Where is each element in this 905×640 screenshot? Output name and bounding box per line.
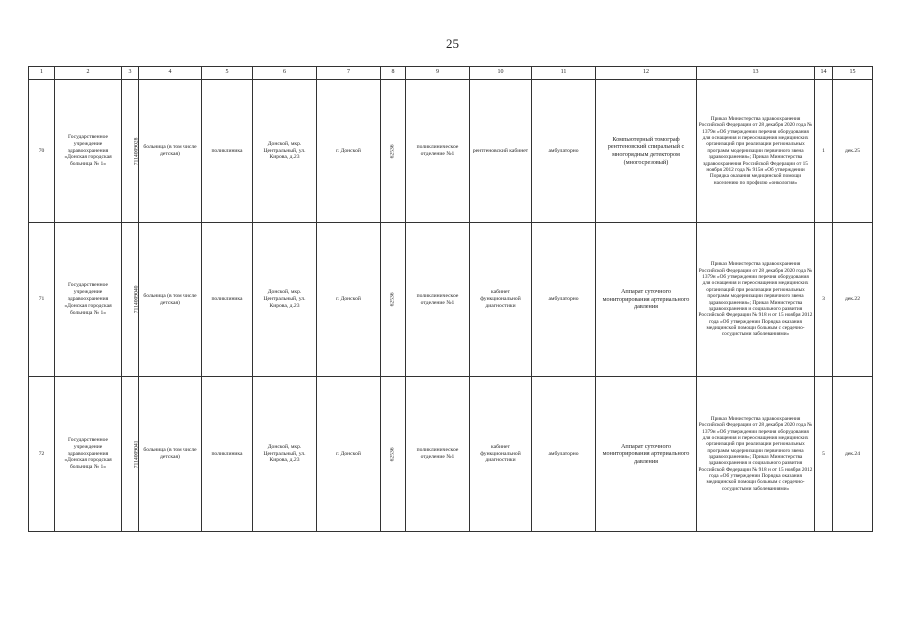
department: поликлиническое отделение №1 xyxy=(406,80,470,223)
unit-type: поликлиника xyxy=(202,377,253,532)
organization-name: Государственное учреждение здравоохранения «Донская городская больница № 1» xyxy=(55,80,122,223)
row-number: 70 xyxy=(29,80,55,223)
equipment-name: Аппарат суточного мониторирования артериального давления xyxy=(596,223,697,377)
equipment-name: Компьютерный томограф рентгеновский спиральный с многорядным детектором (многосрезовый) xyxy=(596,80,697,223)
header-cell: 4 xyxy=(139,67,202,80)
address: Донской, мкр. Центральный, ул. Кирова, д.23 xyxy=(253,80,317,223)
facility-type: больница (в том числе детская) xyxy=(139,223,202,377)
header-cell: 1 xyxy=(29,67,55,80)
header-cell: 14 xyxy=(815,67,833,80)
header-cell: 8 xyxy=(381,67,406,80)
department: поликлиническое отделение №1 xyxy=(406,377,470,532)
equipment-name: Аппарат суточного мониторирования артериального давления xyxy=(596,377,697,532)
header-cell: 10 xyxy=(470,67,532,80)
city: г. Донской xyxy=(317,80,381,223)
regulatory-order: Приказ Министерства здравоохранения Российской Федерации от 28 декабря 2020 года № 1379н «Об утверждении перечня оборудования для оснащения и переоснащения медицинских организаций при реализации региональных программ модернизации первичного звена здравоохранения»; Приказ Министерства здравоохранения Российской Федерации от 15 ноября 2012 года № 915н «Об утверждении Порядка оказания медицинской помощи населению по профилю «онкология» xyxy=(697,80,815,223)
header-cell: 12 xyxy=(596,67,697,80)
organization-name: Государственное учреждение здравоохранения «Донская городская больница № 1» xyxy=(55,223,122,377)
organization-code: 7114009028 xyxy=(122,80,139,223)
header-cell: 6 xyxy=(253,67,317,80)
row-number: 71 xyxy=(29,223,55,377)
header-cell: 2 xyxy=(55,67,122,80)
delivery-date: дек.22 xyxy=(833,223,873,377)
organization-code: 7114009041 xyxy=(122,377,139,532)
city: г. Донской xyxy=(317,377,381,532)
header-cell: 5 xyxy=(202,67,253,80)
header-cell: 11 xyxy=(532,67,596,80)
address: Донской, мкр. Центральный, ул. Кирова, д.23 xyxy=(253,223,317,377)
header-cell: 7 xyxy=(317,67,381,80)
table-row xyxy=(29,223,873,377)
facility-type: больница (в том числе детская) xyxy=(139,80,202,223)
header-cell: 9 xyxy=(406,67,470,80)
care-conditions: амбулаторно xyxy=(532,223,596,377)
row-number: 72 xyxy=(29,377,55,532)
care-conditions: амбулаторно xyxy=(532,80,596,223)
regulatory-order: Приказ Министерства здравоохранения Российской Федерации от 28 декабря 2020 года № 1379н «Об утверждении перечня оборудования для оснащения и переоснащения медицинских организаций при реализации региональных программ модернизации первичного звена здравоохранения»; Приказ Министерства здравоохранения и социального развития Российской Федерации № 918 н от 15 ноября 2012 года «Об утверждении Порядка оказания медицинской помощи больным с сердечно-сосудистыми заболеваниями» xyxy=(697,223,815,377)
delivery-date: дек.24 xyxy=(833,377,873,532)
table-row xyxy=(29,377,873,532)
okato-code: 62536 xyxy=(381,80,406,223)
delivery-date: дек.25 xyxy=(833,80,873,223)
cabinet: кабинет функциональной диагностики xyxy=(470,223,532,377)
header-cell: 13 xyxy=(697,67,815,80)
cabinet: кабинет функциональной диагностики xyxy=(470,377,532,532)
quantity: 1 xyxy=(815,80,833,223)
table-row xyxy=(29,80,873,223)
header-row xyxy=(29,67,873,80)
department: поликлиническое отделение №1 xyxy=(406,223,470,377)
care-conditions: амбулаторно xyxy=(532,377,596,532)
page-number: 25 xyxy=(446,36,459,51)
organization-code: 7114009040 xyxy=(122,223,139,377)
equipment-table xyxy=(28,66,873,532)
header-cell: 3 xyxy=(122,67,139,80)
address: Донской, мкр. Центральный, ул. Кирова, д.23 xyxy=(253,377,317,532)
unit-type: поликлиника xyxy=(202,223,253,377)
city: г. Донской xyxy=(317,223,381,377)
cabinet: рентгеновский кабинет xyxy=(470,80,532,223)
unit-type: поликлиника xyxy=(202,80,253,223)
facility-type: больница (в том числе детская) xyxy=(139,377,202,532)
okato-code: 62536 xyxy=(381,223,406,377)
organization-name: Государственное учреждение здравоохранения «Донская городская больница № 1» xyxy=(55,377,122,532)
quantity: 3 xyxy=(815,223,833,377)
quantity: 5 xyxy=(815,377,833,532)
regulatory-order: Приказ Министерства здравоохранения Российской Федерации от 28 декабря 2020 года № 1379н «Об утверждении перечня оборудования для оснащения и переоснащения медицинских организаций при реализации региональных программ модернизации первичного звена здравоохранения»; Приказ Министерства здравоохранения и социального развития Российской Федерации № 918 н от 15 ноября 2012 года «Об утверждении Порядка оказания медицинской помощи больным с сердечно-сосудистыми заболеваниями» xyxy=(697,377,815,532)
header-cell: 15 xyxy=(833,67,873,80)
okato-code: 62536 xyxy=(381,377,406,532)
